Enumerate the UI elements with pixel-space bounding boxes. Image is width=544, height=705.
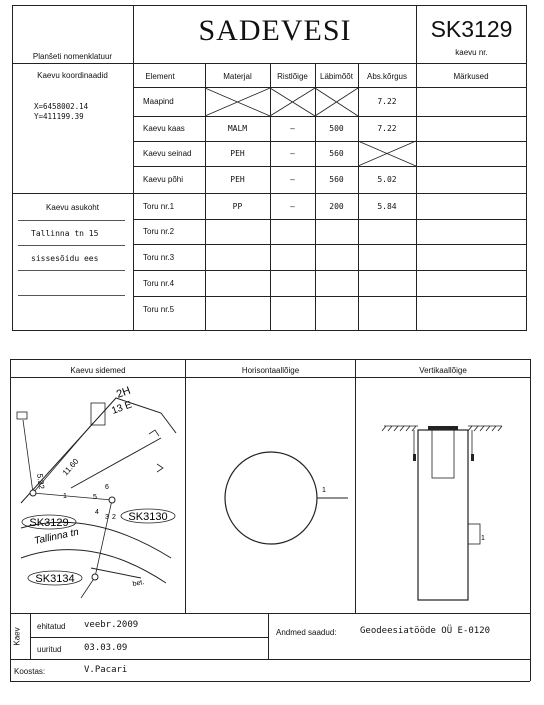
sketch-dist1: 11.60 (60, 456, 81, 478)
row-element: Toru nr.3 (143, 253, 175, 262)
footer-source-label: Andmed saadud: (276, 628, 337, 637)
location-line1: Tallinna tn 15 (31, 229, 99, 238)
sketch-building-floors: 13 E (110, 399, 134, 417)
row-section: – (290, 175, 295, 184)
location-label: Kaevu asukoht (46, 203, 99, 212)
sketch-dist2: 5.32 (35, 473, 47, 490)
row-element: Maapind (143, 97, 174, 106)
row-element: Kaevu seinad (143, 149, 192, 158)
coord-y: Y=411199.39 (34, 112, 84, 121)
coords-label: Kaevu koordinaadid (37, 71, 108, 80)
col-header-abs: Abs.kõrgus (366, 72, 408, 81)
row-element: Kaevu põhi (143, 175, 184, 184)
row-material: PP (232, 202, 243, 211)
site-sketch (11, 378, 185, 612)
row-element: Toru nr.5 (143, 305, 175, 314)
row-element: Toru nr.2 (143, 227, 175, 236)
sketch-n5: 5 (93, 494, 97, 501)
sketch-building: 2H (114, 384, 133, 401)
plansheet-label: Planšeti nomenklatuur (32, 52, 113, 61)
row-material: MALM (227, 124, 248, 133)
coord-x: X=6458002.14 (34, 102, 89, 111)
footer-made-label: ehitatud (37, 622, 66, 631)
row-abs: 7.22 (377, 97, 397, 106)
row-element: Toru nr.4 (143, 279, 175, 288)
sketch-bet: bet. (132, 579, 145, 588)
vertical-section (356, 378, 530, 612)
sketch-well-bottom: SK3134 (35, 573, 75, 585)
panel-title-horizontal: Horisontaallõige (241, 366, 300, 375)
footer-made-value: veebr.2009 (84, 620, 139, 630)
row-section: – (290, 149, 295, 158)
horizontal-pipe-label: 1 (322, 487, 326, 494)
well-id: SK3129 (430, 16, 513, 42)
col-header-section: Ristlõige (277, 72, 308, 81)
row-abs: 5.02 (377, 175, 397, 184)
row-section: – (290, 202, 295, 211)
col-header-material: Materjal (223, 72, 252, 81)
sketch-n6: 6 (105, 484, 109, 491)
col-header-diameter: Läbimõõt (320, 72, 353, 81)
location-line2: sissesõidu ees (31, 254, 99, 263)
sketch-well-right: SK3130 (128, 511, 168, 523)
footer-compiled-label: Koostas: (14, 667, 46, 676)
row-material: PEH (230, 149, 245, 158)
sketch-n1: 1 (63, 493, 67, 500)
sketch-n2: 2 (112, 514, 116, 521)
row-diameter: 560 (329, 175, 344, 184)
panel-title-ties: Kaevu sidemed (70, 366, 126, 375)
sketch-n4: 4 (95, 509, 99, 516)
row-diameter: 560 (329, 149, 344, 158)
footer-surveyed-value: 03.03.09 (84, 643, 128, 653)
footer-surveyed-label: uuritud (37, 645, 62, 654)
sketch-n3: 3 (105, 514, 109, 521)
row-abs: 5.84 (377, 202, 397, 211)
row-diameter: 200 (329, 202, 344, 211)
page-title: SADEVESI (198, 14, 352, 47)
footer-source-value: Geodeesiatööde OÜ E-0120 (360, 626, 491, 636)
col-header-element: Element (145, 72, 175, 81)
panel-title-vertical: Vertikaallõige (419, 366, 467, 375)
sketch-street: Tallinna tn (33, 526, 80, 547)
row-section: – (290, 124, 295, 133)
row-material: PEH (230, 175, 245, 184)
footer-side-label: Kaev (12, 627, 22, 646)
footer-compiled-value: V.Pacari (84, 665, 128, 675)
vertical-pipe-label: 1 (481, 535, 485, 542)
col-header-notes: Märkused (453, 72, 489, 81)
row-diameter: 500 (329, 124, 344, 133)
horizontal-section (186, 378, 355, 612)
row-element: Kaevu kaas (143, 124, 185, 133)
row-abs: 7.22 (377, 124, 397, 133)
well-no-label: kaevu nr. (455, 48, 488, 57)
sketch-well-main: SK3129 (29, 517, 69, 529)
row-element: Toru nr.1 (143, 202, 175, 211)
